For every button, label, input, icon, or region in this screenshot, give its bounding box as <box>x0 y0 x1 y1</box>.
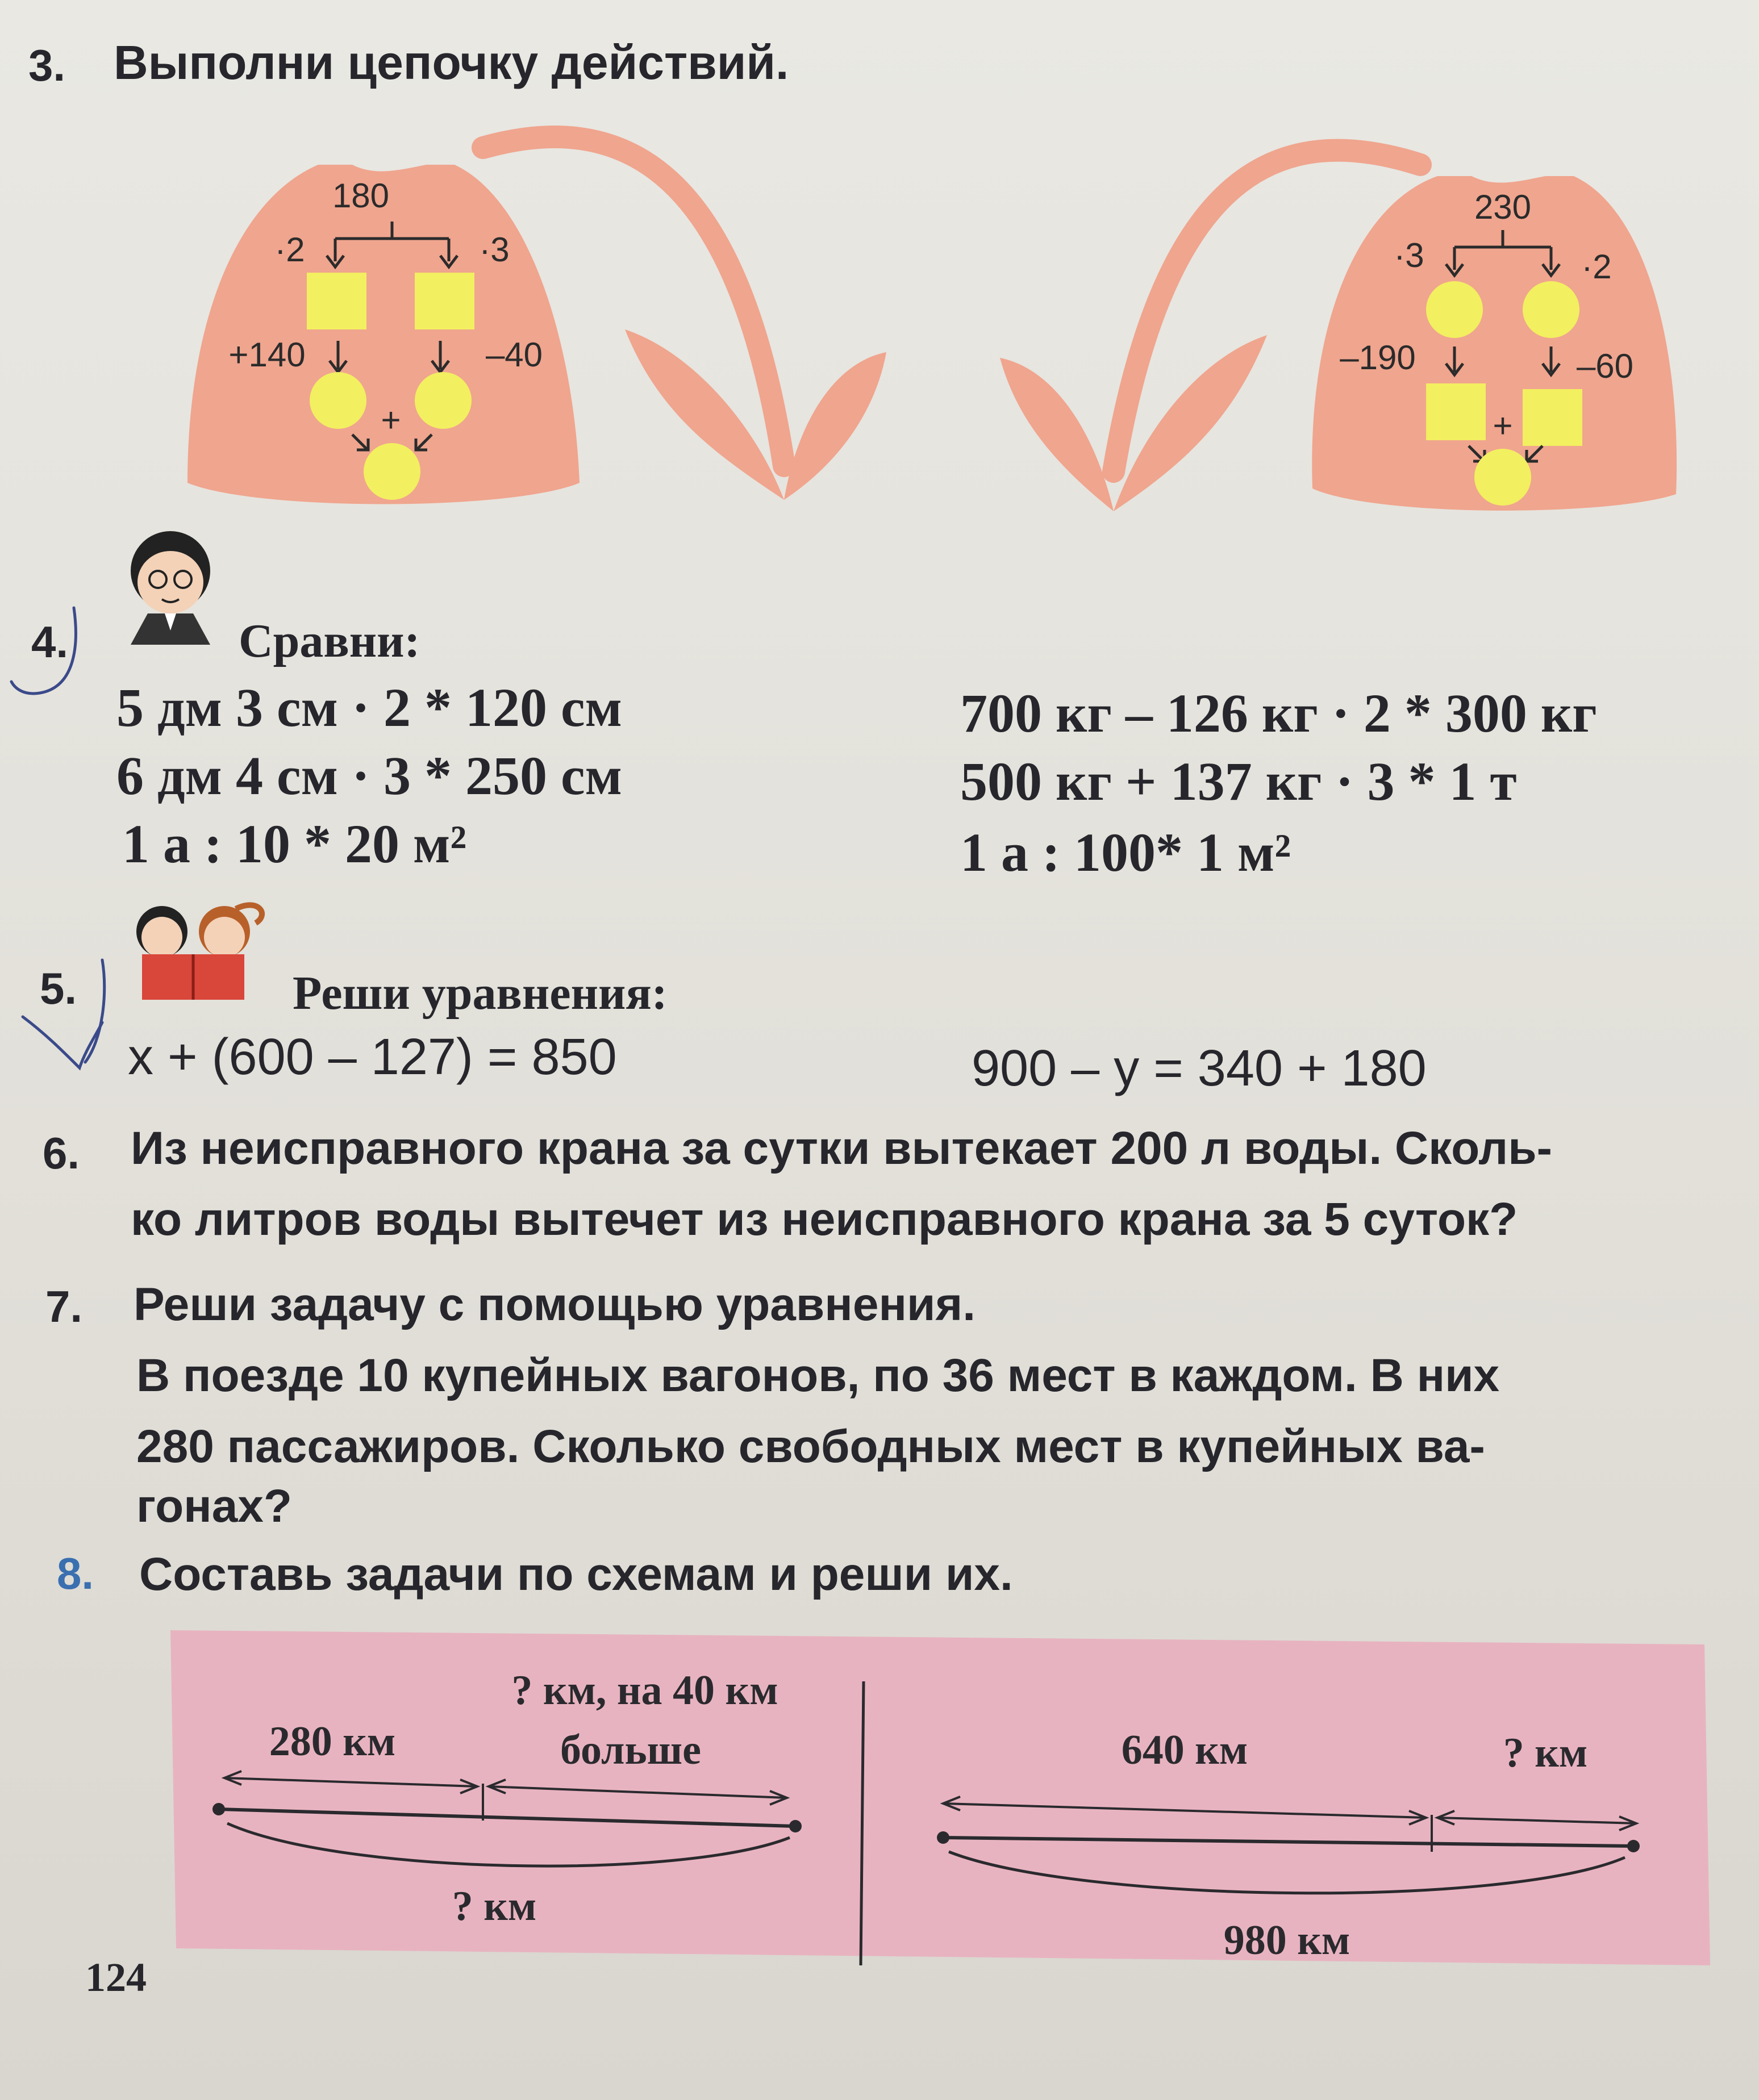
task7-number: 7. <box>45 1281 83 1331</box>
kids-reading-icon <box>122 897 276 1011</box>
right-start-value: 230 <box>1474 188 1532 226</box>
left-op-left: ·2 <box>274 231 305 269</box>
task4-title: Сравни: <box>239 615 420 667</box>
left-scheme-top-label-2: больше <box>560 1727 702 1773</box>
left-square-1 <box>307 273 366 329</box>
right-square-2 <box>1523 389 1582 446</box>
left-start-value: 180 <box>332 177 390 215</box>
task8-number: 8. <box>57 1548 94 1598</box>
left-square-2 <box>415 273 474 329</box>
task7-line-1: Реши задачу с помощью уравнения. <box>134 1279 976 1330</box>
task3-number: 3. <box>28 40 66 90</box>
task4-right-3: 1 а : 100* 1 м² <box>960 822 1291 883</box>
task5-title: Реши уравнения: <box>293 967 668 1020</box>
right-op-join: + <box>1493 407 1513 445</box>
handwritten-check-5 <box>17 954 131 1079</box>
task7-line-3: 280 пассажиров. Сколько свободных мест в купейных ва- <box>136 1421 1485 1472</box>
left-op-mid-left: +140 <box>228 336 306 374</box>
right-op-mid-left: –190 <box>1340 339 1416 377</box>
task5-equation-right: 900 – y = 340 + 180 <box>972 1040 1427 1097</box>
task4-number: 4. <box>31 617 69 667</box>
task5-equation-left: x + (600 – 127) = 850 <box>128 1029 617 1086</box>
right-circle-2 <box>1523 281 1579 338</box>
right-scheme-bottom: 980 км <box>1223 1917 1350 1964</box>
scheme-background <box>170 1630 1710 1965</box>
left-result-circle <box>364 443 420 500</box>
right-op-left: ·3 <box>1394 236 1424 274</box>
left-op-join: + <box>381 401 401 439</box>
left-circle-2 <box>415 372 472 429</box>
task4-left-1: 5 дм 3 см · 2 * 120 см <box>116 677 622 738</box>
left-scheme-part1: 280 км <box>269 1718 396 1765</box>
left-leaf-2 <box>784 352 886 500</box>
right-result-circle <box>1474 449 1531 506</box>
right-op-right: ·2 <box>1581 248 1612 286</box>
left-circle-1 <box>310 372 366 429</box>
left-op-mid-right: –40 <box>485 336 543 374</box>
left-op-right: ·3 <box>479 231 510 269</box>
task4-left-2: 6 дм 4 см · 3 * 250 см <box>116 745 622 806</box>
task4-right-1: 700 кг – 126 кг · 2 * 300 кг <box>960 683 1597 744</box>
left-scheme-top-label: ? км, на 40 км <box>511 1667 778 1714</box>
right-circle-1 <box>1426 281 1483 338</box>
page-number: 124 <box>85 1955 147 2000</box>
task6-line-2: ко литров воды вытечет из неисправного крана за 5 суток? <box>131 1193 1518 1245</box>
right-scheme-part1: 640 км <box>1121 1727 1248 1773</box>
task7-line-4: гонах? <box>136 1480 292 1532</box>
task8-schemes <box>0 1613 1759 2011</box>
handwritten-mark-4 <box>6 602 85 704</box>
task4-left-3: 1 а : 10 * 20 м² <box>122 813 467 874</box>
chain-flowers-illustration <box>0 0 1759 568</box>
task6-line-1: Из неисправного крана за сутки вытекает 200 л воды. Сколь- <box>131 1122 1552 1174</box>
right-leaf-1 <box>1000 358 1114 511</box>
task4-right-2: 500 кг + 137 кг · 3 * 1 т <box>960 751 1517 812</box>
task3-title: Выполни цепочку действий. <box>114 36 789 89</box>
task8-title: Составь задачи по схемам и реши их. <box>139 1548 1013 1600</box>
left-scheme-bottom: ? км <box>452 1883 537 1930</box>
boy-icon <box>114 523 227 653</box>
right-op-mid-right: –60 <box>1576 347 1634 385</box>
task5-number: 5. <box>40 963 77 1013</box>
right-scheme-part2: ? км <box>1503 1730 1588 1776</box>
right-square-1 <box>1426 383 1486 440</box>
task6-number: 6. <box>43 1128 80 1178</box>
task7-line-2: В поезде 10 купейных вагонов, по 36 мест в каждом. В них <box>136 1350 1500 1401</box>
